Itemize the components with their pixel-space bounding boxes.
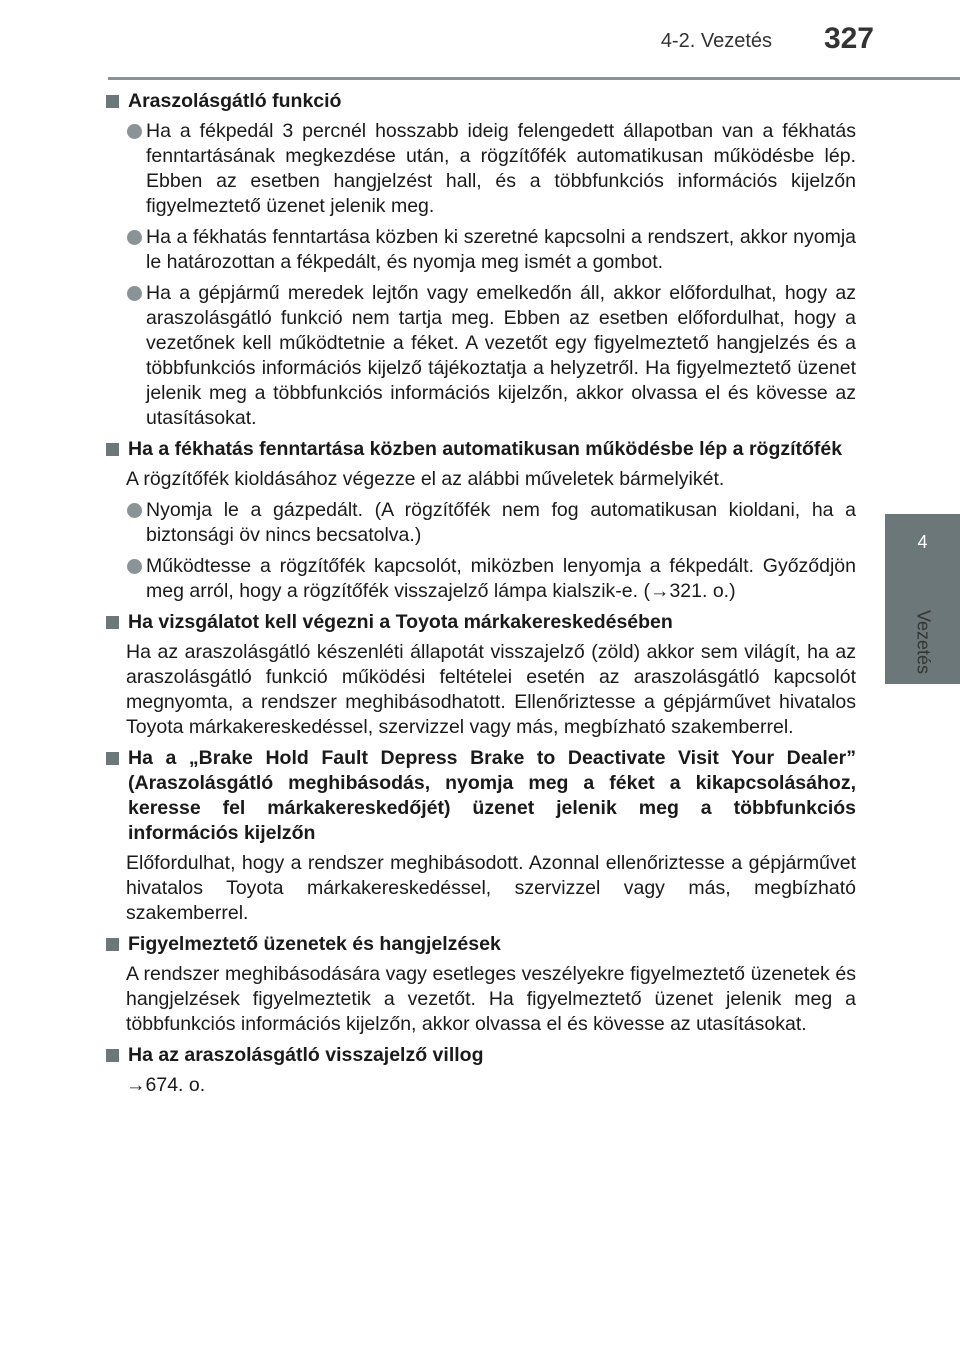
square-bullet-icon (106, 938, 119, 951)
chapter-label: Vezetés (913, 609, 934, 675)
square-bullet-icon (106, 616, 119, 629)
page-content (106, 89, 856, 1104)
section-parking-brake-engaged (106, 437, 856, 604)
page-number: 327 (823, 22, 874, 55)
circle-bullet-icon (127, 124, 142, 139)
chapter-number: 4 (917, 532, 928, 552)
circle-bullet-icon (127, 503, 142, 518)
circle-bullet-icon (127, 286, 142, 301)
header-section-title: 4-2. Vezetés (660, 30, 772, 52)
circle-bullet-icon (127, 230, 142, 245)
section-heading: Ha a „Brake Hold Fault Depress Brake to Deactivate Visit Your Dealer” (Araszolásgátló meghibásodás, nyomja meg a féket a kikapcsolásához, keresse fel márkakereskedőjét) üzenet jelenik meg a többfunkciós információs kijelzőn (106, 746, 856, 846)
section-heading: Ha vizsgálatot kell végezni a Toyota márkakereskedésében (106, 610, 856, 635)
circle-bullet-icon (127, 559, 142, 574)
list-item: Nyomja le a gázpedált. (A rögzítőfék nem fog automatikusan kioldani, ha a biztonsági öv nincs becsatolva.) (106, 498, 856, 548)
section-text: Előfordulhat, hogy a rendszer meghibásodott. Azonnal ellenőriztesse a gépjárművet hivatalos Toyota márkakereskedéssel, szervizzel vagy más, megbízható szakemberrel. (126, 852, 856, 924)
square-bullet-icon (106, 95, 119, 108)
square-bullet-icon (106, 752, 119, 765)
header-rule (108, 77, 960, 80)
list-item: Működtesse a rögzítőfék kapcsolót, miközben lenyomja a fékpedált. Győződjön meg arról, hogy a rögzítőfék visszajelző lámpa kialszik-e. (→321. o.) (106, 554, 856, 604)
section-heading: Ha az araszolásgátló visszajelző villog (106, 1043, 856, 1068)
section-indicator-flashing (106, 1043, 856, 1098)
section-heading: Figyelmeztető üzenetek és hangjelzések (106, 932, 856, 957)
list-item: Ha a gépjármű meredek lejtőn vagy emelkedőn áll, akkor előfordulhat, hogy az araszolásgátló funkció nem tartja meg. Ebben az esetben előfordulhat, hogy a vezetőnek kell működtetnie a féket. A vezetőt egy figyelmeztető hangjelzés és a többfunkciós információs kijelző tájékoztatja a helyzetről. Ha figyelmeztető üzenet jelenik meg a többfunkciós információs kijelzőn, akkor olvassa el és kövesse az utasításokat. (106, 281, 856, 431)
section-text: Ha az araszolásgátló készenléti állapotát visszajelző (zöld) akkor sem világít, ha az araszolásgátló funkció működési feltételei esetén az araszolásgátló kapcsolót megnyomta, a rendszer meghibásodhatott. Ellenőriztesse a gépjárművet hivatalos Toyota márkakereskedéssel, szervizzel vagy más, megbízható szakemberrel. (126, 641, 856, 738)
square-bullet-icon (106, 443, 119, 456)
section-text: A rendszer meghibásodására vagy esetleges veszélyekre figyelmeztető üzenetek és hangjelzések figyelmeztetik a vezetőt. Ha figyelmeztető üzenet jelenik meg a többfunkciós információs kijelzőn, akkor olvassa el és kövesse az utasításokat. (126, 963, 856, 1035)
section-fault-message (106, 746, 856, 926)
section-dealer-inspection (106, 610, 856, 740)
section-warning-messages (106, 932, 856, 1037)
section-heading: Ha a fékhatás fenntartása közben automatikusan működésbe lép a rögzítőfék (106, 437, 856, 462)
section-creep-prevention (106, 89, 856, 431)
section-heading: Araszolásgátló funkció (106, 89, 856, 114)
list-item: Ha a fékhatás fenntartása közben ki szeretné kapcsolni a rendszert, akkor nyomja le határozottan a fékpedált, és nyomja meg ismét a gombot. (106, 225, 856, 275)
section-text: A rögzítőfék kioldásához végezze el az alábbi műveletek bármelyikét. (126, 468, 725, 490)
square-bullet-icon (106, 1049, 119, 1062)
page-reference-link[interactable]: →674. o. (126, 1074, 206, 1096)
list-item: Ha a fékpedál 3 percnél hosszabb ideig felengedett állapotban van a fékhatás fenntartásának megkezdése után, a rögzítőfék automatikusan működésbe lép. Ebben az esetben hangjelzést hall, és a többfunkciós információs kijelzőn figyelmeztető üzenet jelenik meg. (106, 119, 856, 219)
